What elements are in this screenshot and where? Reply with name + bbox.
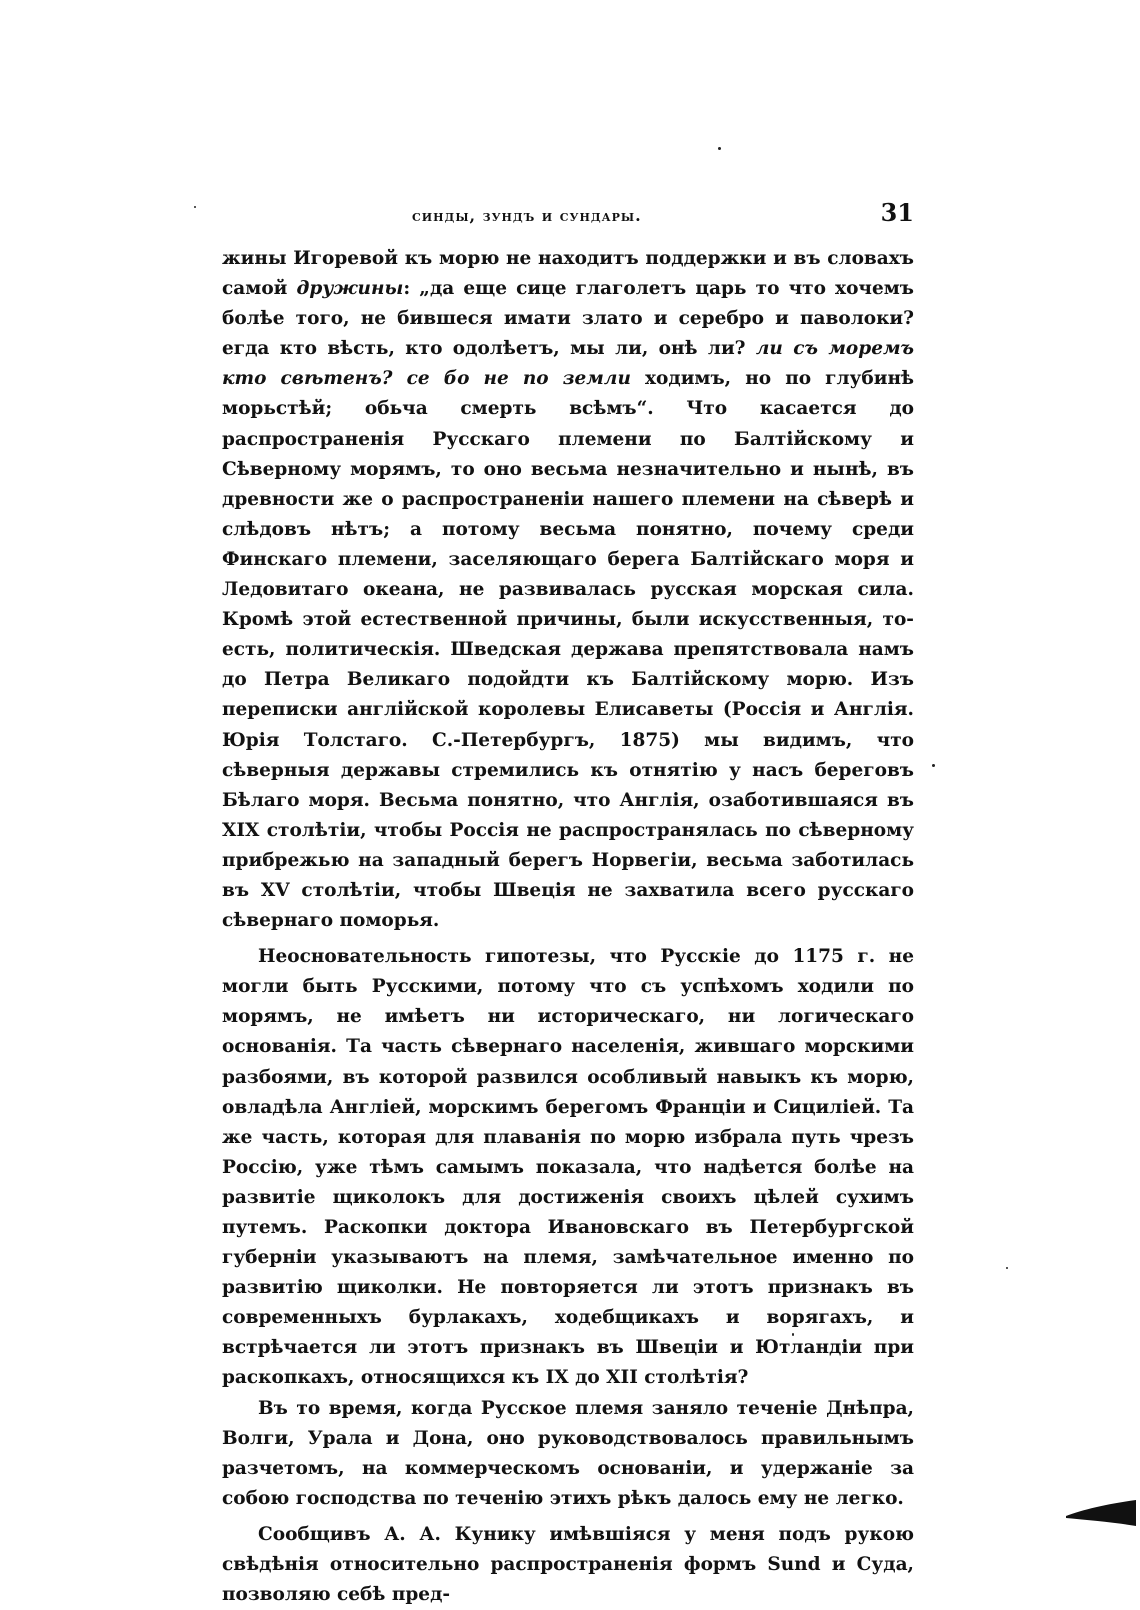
running-header <box>222 196 922 236</box>
scan-speck <box>1006 1267 1008 1269</box>
scan-speck <box>194 206 196 208</box>
paragraph-2 <box>222 942 914 1393</box>
paragraph-4 <box>222 1520 914 1610</box>
italic-span: ли съ моремъ кто свѣтенъ? се бо не по земли <box>222 338 915 390</box>
page-number: 31 <box>880 198 914 227</box>
page-edge-mark <box>1066 1498 1136 1526</box>
text-span: Сообщивъ А. А. Кунику имѣвшіяся у меня подъ рукою свѣдѣнія относительно распространенія формъ Sund и Суда, позволяю себѣ пред- <box>222 1523 914 1606</box>
scan-speck <box>792 1333 794 1336</box>
paragraph-3 <box>222 1394 914 1514</box>
text-span: Въ то время, когда Русское племя заняло теченіе Днѣпра, Волги, Урала и Дона, оно руководствовалось правильнымъ разчетомъ, на коммерческомъ основаніи, и удержаніе за собою господства по теченію этихъ рѣкъ далось ему не легко. <box>222 1397 914 1509</box>
text-span: : „да еще сице глаголетъ царь то что хочемъ болѣе того, не бившеся имати злато и серебро и паволоки? егда кто вѣсть, кто одолѣетъ, мы ли, онѣ ли? <box>222 278 914 360</box>
text-span: Неосновательность гипотезы, что Русскіе до 1175 г. не могли быть Русскими, потому что съ успѣхомъ ходили по морямъ, не имѣетъ ни историческаго, ни логическаго основанія. Та часть сѣвернаго населенія, жившаго морскими разбоями, въ которой развился особливый навыкъ къ морю, овладѣла Англіей, морскимъ берегомъ Франціи и Сициліей. Та же часть, которая для плаванія по морю избрала путь чрезъ Россію, уже тѣмъ самымъ показала, что надѣется болѣе на развитіе щиколокъ для достиженія своихъ цѣлей сухимъ путемъ. Раскопки доктора Ивановскаго въ Петербургской губерніи указываютъ на племя, замѣчательное именно по развитію щиколки. Не повторяется ли этотъ признакъ въ современныхъ бурлакахъ, ходебщикахъ и ворягахъ, и встрѣчается ли этотъ признакъ въ Швеціи и Ютландіи при раскопкахъ, относящихся къ IX до XII столѣтія? <box>222 946 914 1389</box>
paragraph-1 <box>222 244 914 936</box>
text-span: ходимъ, но по глубинѣ морьстѣй; обьча смерть всѣмъ“. Что касается до распространенія Русскаго племени по Балтійскому и Сѣверному морямъ, то оно весьма незначительно и нынѣ, въ древности же о распространеніи нашего племени на сѣверѣ и слѣдовъ нѣтъ; а потому весьма понятно, почему среди Финскаго племени, заселяющаго берега Балтійскаго моря и Ледовитаго океана, не развивалась русская морская сила. Кромѣ этой естественной причины, были искусственныя, то-есть, политическія. Шведская держава препятствовала намъ до Петра Великаго подойдти къ Балтійскому морю. Изъ переписки англійской королевы Елисаветы (Россія и Англія. Юрія Толстаго. С.-Петербургъ, 1875) мы видимъ, что сѣверныя державы стремились къ отнятію у насъ береговъ Бѣлаго моря. Весьма понятно, что Англія, озаботившаяся въ XIX столѣтіи, чтобы Россія не распространялась по сѣверному прибрежью на западный берегъ Норвегіи, весьма заботилась въ XV столѣтіи, чтобы Швеція не захватила всего русскаго сѣвернаго поморья. <box>222 368 914 932</box>
running-title: синды, зундъ и сундары. <box>412 206 642 225</box>
body-text <box>222 244 914 1610</box>
scan-speck <box>718 147 721 150</box>
text-span: жины Игоревой къ морю не находитъ поддержки и въ словахъ самой <box>222 248 914 300</box>
italic-span: дружины <box>296 278 404 300</box>
scan-speck <box>932 764 935 767</box>
